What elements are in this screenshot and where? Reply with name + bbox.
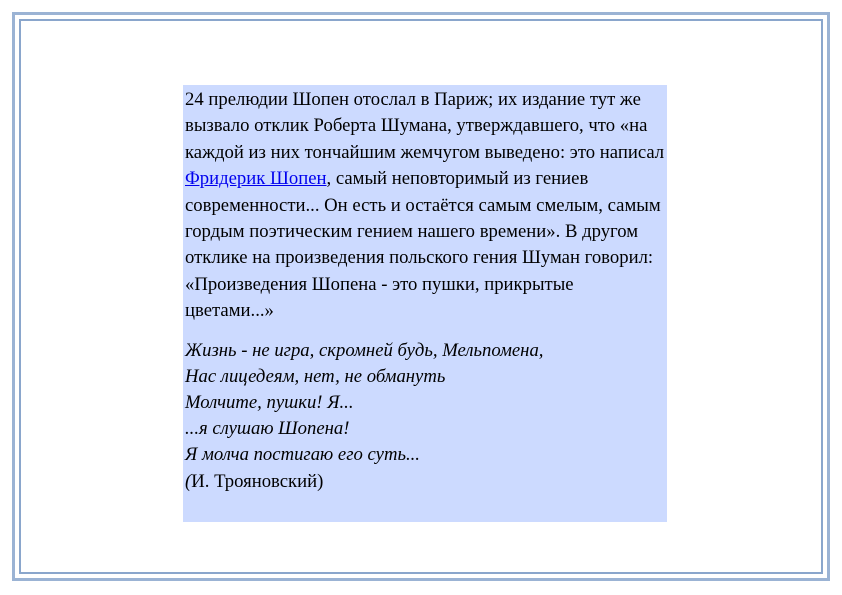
paragraph-text-before-link: 24 прелюдии Шопен отослал в Париж; их издание тут же вызвало отклик Роберта Шумана, утверждавшего, что «на каждой из них тончайшим жемчугом выведено: это написал bbox=[185, 89, 665, 163]
chopin-link[interactable]: Фридерик Шопен bbox=[185, 168, 327, 190]
poem-author-name: И. Трояновский) bbox=[191, 470, 324, 492]
poem-block bbox=[185, 338, 665, 495]
poem-line-3: Молчите, пушки! Я... bbox=[185, 392, 354, 414]
poem-line-5: Я молча постигаю его суть... bbox=[185, 444, 420, 466]
poem-line-1: Жизнь - не игра, скромней будь, Мельпомена, bbox=[185, 339, 544, 361]
quote-text-box bbox=[183, 85, 667, 522]
main-paragraph bbox=[185, 87, 665, 325]
paragraph-text-after-link: , самый неповторимый из гениев современности... Он есть и остаётся самым смелым, самым гордым поэтическим гением нашего времени». В другом отклике на произведения польского гения Шуман говорил: «Произведения Шопена - это пушки, прикрытые цветами...» bbox=[185, 168, 661, 322]
poem-author-open-paren: ( bbox=[185, 470, 192, 492]
poem-line-4: ...я слушаю Шопена! bbox=[185, 418, 350, 440]
poem-author bbox=[185, 469, 665, 495]
poem-line-2: Нас лицедеям, нет, не обмануть bbox=[185, 365, 446, 387]
